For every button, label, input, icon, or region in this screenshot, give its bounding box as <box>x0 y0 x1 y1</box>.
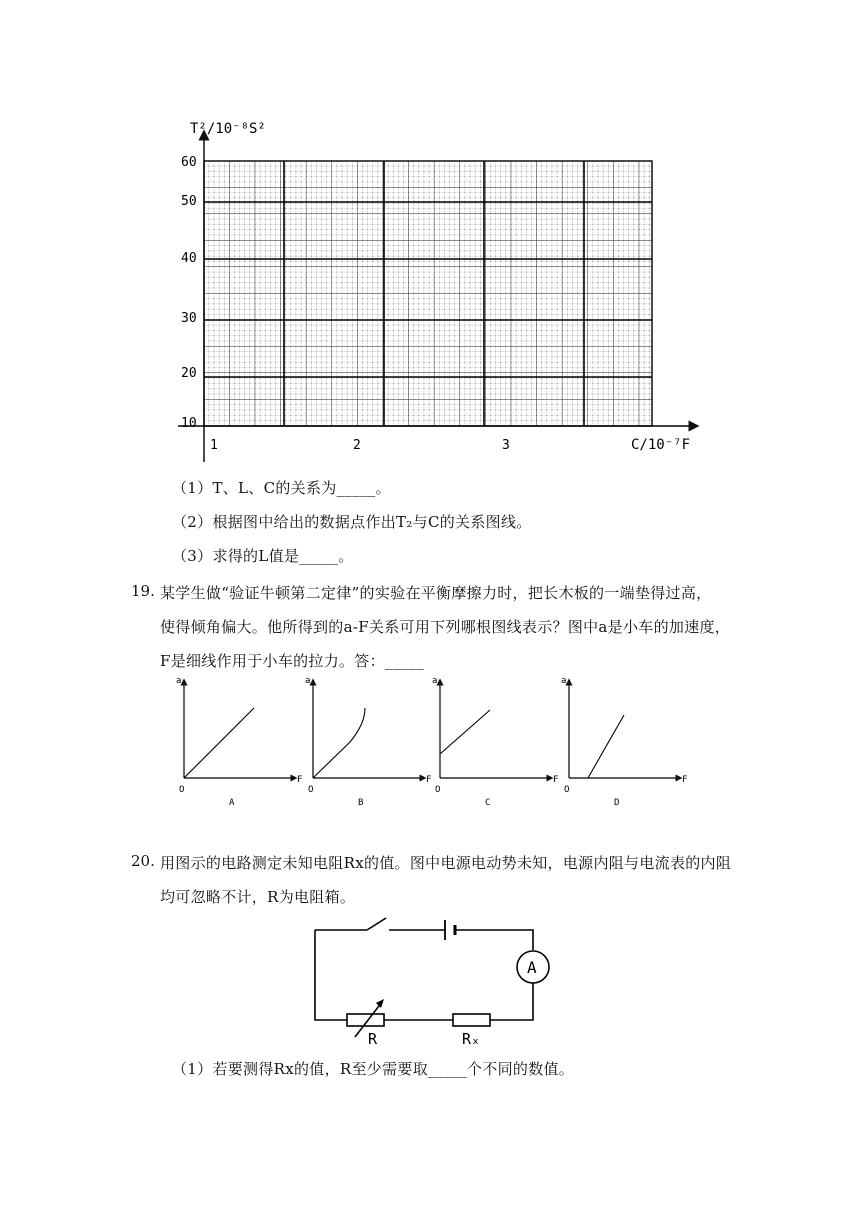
q18-sub3: （3）求得的L值是_____。 <box>172 547 354 565</box>
q19-graphs <box>0 670 865 820</box>
q19-graph-D <box>561 676 687 808</box>
rx-label: Rₓ <box>462 1030 481 1048</box>
ammeter-label: A <box>527 958 537 977</box>
q20-sub1: （1）若要测得Rx的值，R至少需要取_____个不同的数值。 <box>172 1060 575 1078</box>
svg-text:F: F <box>426 775 432 785</box>
svg-text:F: F <box>297 775 303 785</box>
svg-text:C: C <box>485 798 491 808</box>
y-tick-label: 60 <box>181 155 197 170</box>
y-axis-label: T²/10⁻⁸S² <box>190 121 266 137</box>
switch-blade <box>367 918 386 930</box>
x-tick-label: 1 <box>210 438 218 453</box>
svg-text:O: O <box>435 785 441 795</box>
q20-number: 20. <box>131 852 155 870</box>
y-tick-label: 10 <box>181 416 197 431</box>
q19-line3: F是细线作用于小车的拉力。答：_____ <box>160 652 424 670</box>
svg-text:A: A <box>229 798 235 808</box>
wire-right <box>490 983 533 1020</box>
q19-graph-A <box>176 676 302 808</box>
svg-text:F: F <box>682 775 688 785</box>
q20-line1: 用图示的电路测定未知电阻Rx的值。图中电源电动势未知，电源内阻与电流表的内阻 <box>160 854 732 872</box>
q19-graph-C <box>432 676 558 808</box>
svg-text:a: a <box>432 676 438 686</box>
q19-line2: 使得倾角偏大。他所得到的a-F关系可用下列哪根图线表示？图中a是小车的加速度， <box>160 618 731 636</box>
svg-text:B: B <box>358 798 364 808</box>
x-tick-label: 2 <box>353 438 361 453</box>
svg-text:D: D <box>614 798 620 808</box>
wire-top-right <box>455 930 533 950</box>
y-tick-label: 20 <box>181 366 197 381</box>
q20-circuit <box>0 910 865 1050</box>
svg-text:O: O <box>308 785 314 795</box>
x-axis-label: C/10⁻⁷F <box>631 437 691 453</box>
x-tick-label: 3 <box>502 438 510 453</box>
wire-left <box>315 930 347 1020</box>
q20-line2: 均可忽略不计，R为电阻箱。 <box>160 888 356 906</box>
rx-resistor <box>453 1014 490 1026</box>
q18-sub2: （2）根据图中给出的数据点作出T₂与C的关系图线。 <box>172 513 532 531</box>
svg-text:a: a <box>561 676 567 686</box>
r-label: R <box>368 1030 378 1048</box>
q18-sub1: （1）T、L、C的关系为_____。 <box>172 479 391 497</box>
y-tick-label: 30 <box>181 311 197 326</box>
q19-graph-B <box>305 676 431 808</box>
svg-text:F: F <box>553 775 559 785</box>
variable-arrow-head <box>376 999 384 1008</box>
svg-text:a: a <box>176 676 182 686</box>
q19-line1: 某学生做“验证牛顿第二定律”的实验在平衡摩擦力时，把长木板的一端垫得过高， <box>160 584 712 602</box>
svg-text:O: O <box>564 785 570 795</box>
grid-area <box>204 161 652 426</box>
svg-text:a: a <box>305 676 311 686</box>
svg-text:O: O <box>179 785 185 795</box>
q19-number: 19. <box>131 582 155 600</box>
y-tick-label: 50 <box>181 194 197 209</box>
y-tick-label: 40 <box>181 251 197 266</box>
t2-c-graph <box>0 0 865 470</box>
